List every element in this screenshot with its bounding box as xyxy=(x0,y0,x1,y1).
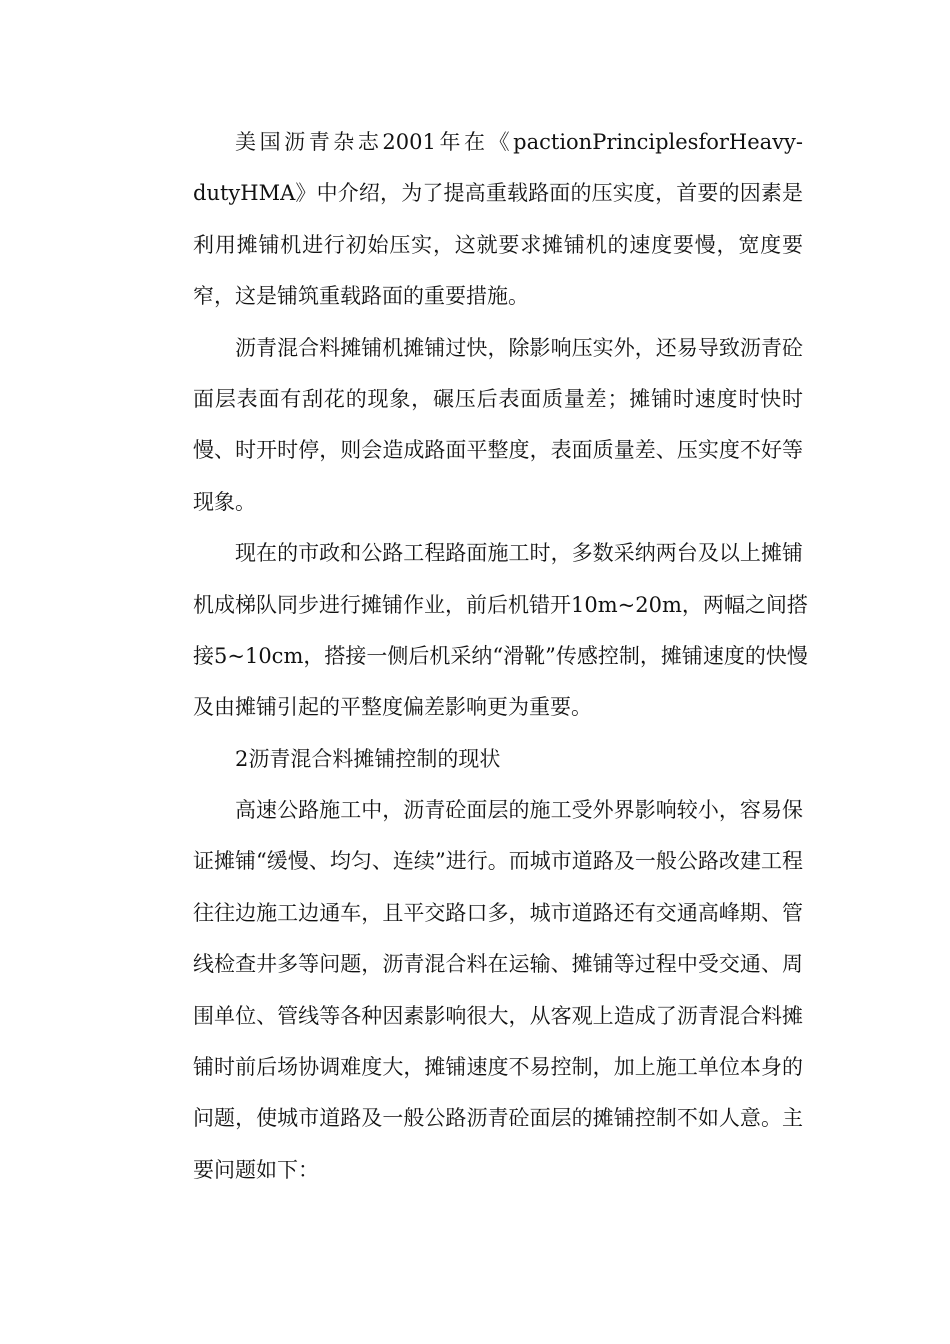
text-line: 线检查井多等问题，沥青混合料在运输、摊铺等过程中受交通、周 xyxy=(193,952,803,977)
text-line: 高速公路施工中，沥青砼面层的施工受外界影响较小，容易保 xyxy=(235,798,803,823)
text-line: 利用摊铺机进行初始压实，这就要求摊铺机的速度要慢，宽度要 xyxy=(193,232,803,257)
text-line: 及由摊铺引起的平整度偏差影响更为重要。 xyxy=(193,695,592,720)
section-heading-text: 2沥青混合料摊铺控制的现状 xyxy=(235,746,501,771)
text-line: 要问题如下： xyxy=(193,1157,319,1182)
text-line: 现在的市政和公路工程路面施工时，多数采纳两台及以上摊铺 xyxy=(235,541,803,566)
text-line: 围单位、管线等各种因素影响很大，从客观上造成了沥青混合料摊 xyxy=(193,1003,803,1028)
text-line: 接5~10cm，搭接一侧后机采纳“滑靴”传感控制，摊铺速度的快慢 xyxy=(193,643,808,668)
text-line: 证摊铺“缓慢、均匀、连续”进行。而城市道路及一般公路改建工程 xyxy=(193,849,803,874)
text-line: 美国沥青杂志2001年在《pactionPrinciplesforHeavy- xyxy=(235,130,803,154)
text-line: 窄，这是铺筑重载路面的重要措施。 xyxy=(193,284,529,309)
paragraph-2 xyxy=(151,323,803,529)
text-line: 机成梯队同步进行摊铺作业，前后机错开10m~20m，两幅之间搭 xyxy=(193,592,808,617)
text-line: 铺时前后场协调难度大，摊铺速度不易控制，加上施工单位本身的 xyxy=(193,1055,803,1080)
text-line: dutyHMA》中介绍，为了提高重载路面的压实度，首要的因素是 xyxy=(193,181,803,206)
body-text xyxy=(151,117,808,1196)
section-heading xyxy=(151,734,803,785)
text-line: 慢、时开时停，则会造成路面平整度，表面质量差、压实度不好等 xyxy=(193,438,803,463)
paragraph-1 xyxy=(151,117,803,323)
text-line: 面层表面有刮花的现象，碾压后表面质量差；摊铺时速度时快时 xyxy=(193,386,803,411)
text-line: 问题，使城市道路及一般公路沥青砼面层的摊铺控制不如人意。主 xyxy=(193,1106,803,1131)
paragraph-5 xyxy=(151,785,803,1196)
text-line: 沥青混合料摊铺机摊铺过快，除影响压实外，还易导致沥青砼 xyxy=(235,335,803,360)
text-line: 往往边施工边通车，且平交路口多，城市道路还有交通高峰期、管 xyxy=(193,900,803,925)
text-line: 现象。 xyxy=(193,489,256,514)
paragraph-3 xyxy=(151,528,808,734)
